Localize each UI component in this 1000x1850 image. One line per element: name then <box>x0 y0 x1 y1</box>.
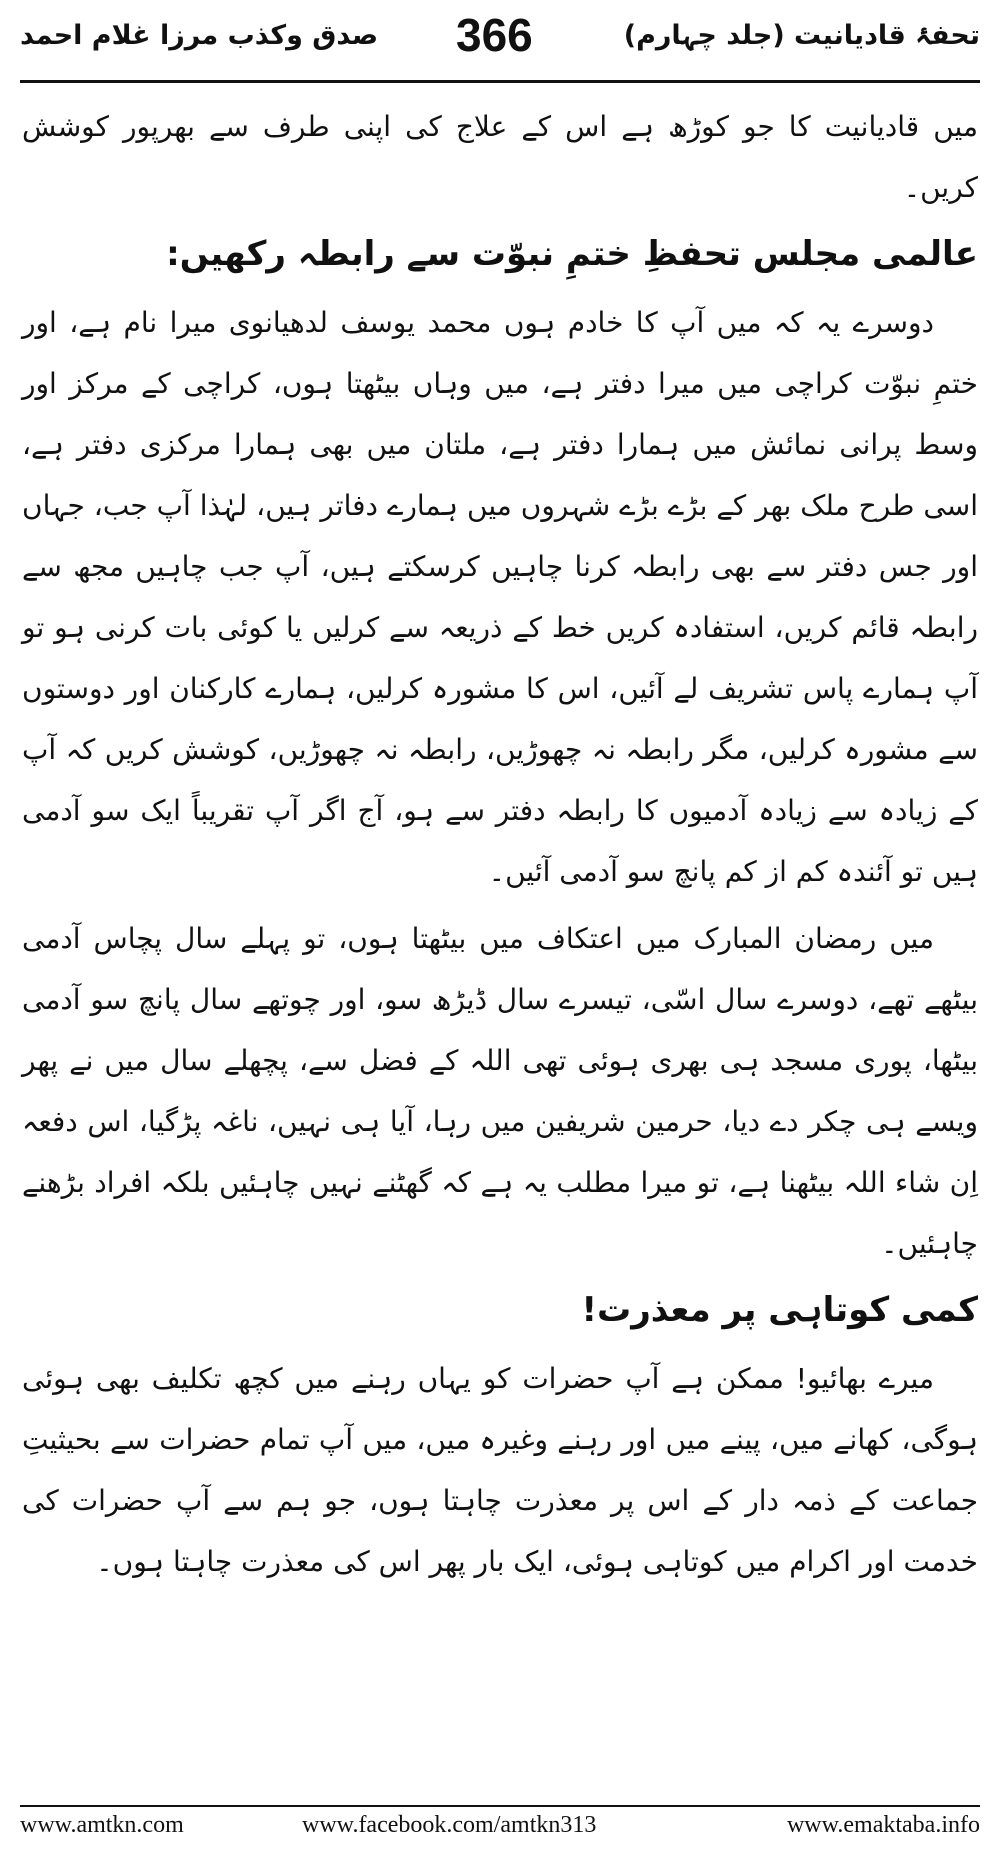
page-header <box>20 9 980 78</box>
paragraph-itikaf: میں رمضان المبارک میں اعتکاف میں بیٹھتا ہوں، تو پہلے سال پچاس آدمی بیٹھے تھے، دوسرے سال اسّی، تیسرے سال ڈیڑھ سو، اور چوتھے سال پانچ سو آدمی بیٹھا، پوری مسجد ہی بھری ہوئی تھی اللہ کے فضل سے، پچھلے سال میں نے پھر ویسے ہی چکر دے دیا، حرمین شریفین میں رہا، آیا ہی نہیں، ناغہ پڑگیا، اس دفعہ اِن شاء اللہ بیٹھنا ہے، تو میرا مطلب یہ ہے کہ گھٹنے نہیں چاہئیں بلکہ افراد بڑھنے چاہئیں۔ <box>22 922 978 1260</box>
header-divider <box>20 80 980 83</box>
book-title: تحفۂ قادیانیت (جلد چہارم) <box>623 20 980 51</box>
chapter-title: صدق وکذب مرزا غلام احمد <box>20 20 379 51</box>
page-body <box>22 96 978 1598</box>
footer-link-facebook[interactable]: www.facebook.com/amtkn313 <box>302 1812 597 1838</box>
footer-divider <box>20 1805 980 1807</box>
section-heading-apology: کمی کوتاہی پر معذرت! <box>581 1290 978 1330</box>
paragraph-continuation: میں قادیانیت کا جو کوڑھ ہے اس کے علاج کی اپنی طرف سے بھرپور کوشش کریں۔ <box>22 110 978 204</box>
page-number: 366 <box>456 9 533 61</box>
footer-link-amtkn[interactable]: www.amtkn.com <box>20 1812 184 1838</box>
paragraph-contact: دوسرے یہ کہ میں آپ کا خادم ہوں محمد یوسف لدھیانوی میرا نام ہے، اور ختمِ نبوّت کراچی میں میرا دفتر ہے، میں وہاں بیٹھتا ہوں، کراچی کے مرکز اور وسط پرانی نمائش میں ہمارا دفتر ہے، ملتان میں بھی ہمارا مرکزی دفتر ہے، اسی طرح ملک بھر کے بڑے بڑے شہروں میں ہمارے دفاتر ہیں، لہٰذا آپ جب، جہاں اور جس دفتر سے بھی رابطہ کرنا چاہیں کرسکتے ہیں، آپ جب چاہیں مجھ سے رابطہ قائم کریں، استفادہ کریں خط کے ذریعہ سے کرلیں یا کوئی بات کرنی ہو تو آپ ہمارے پاس تشریف لے آئیں، اس کا مشورہ کرلیں، ہمارے کارکنان اور دوستوں سے مشورہ کرلیں، مگر رابطہ نہ چھوڑیں، رابطہ نہ چھوڑیں، کوشش کریں کہ آپ کے زیادہ سے زیادہ آدمیوں کا رابطہ دفتر سے ہو، آج اگر آپ تقریباً ایک سو آدمی ہیں تو آئندہ کم از کم پانچ سو آدمی آئیں۔ <box>22 306 978 888</box>
page-footer <box>20 1812 980 1842</box>
section-heading-contact: عالمی مجلس تحفظِ ختمِ نبوّت سے رابطہ رکھیں: <box>166 234 978 274</box>
footer-link-emaktaba[interactable]: www.emaktaba.info <box>786 1812 980 1838</box>
paragraph-apology: میرے بھائیو! ممکن ہے آپ حضرات کو یہاں رہنے میں کچھ تکلیف بھی ہوئی ہوگی، کھانے میں، پینے میں اور رہنے وغیرہ میں، میں آپ تمام حضرات سے بحیثیتِ جماعت کے ذمہ دار کے اس پر معذرت چاہتا ہوں، جو ہم سے آپ حضرات کی خدمت اور اکرام میں کوتاہی ہوئی، ایک بار پھر اس کی معذرت چاہتا ہوں۔ <box>22 1362 978 1578</box>
